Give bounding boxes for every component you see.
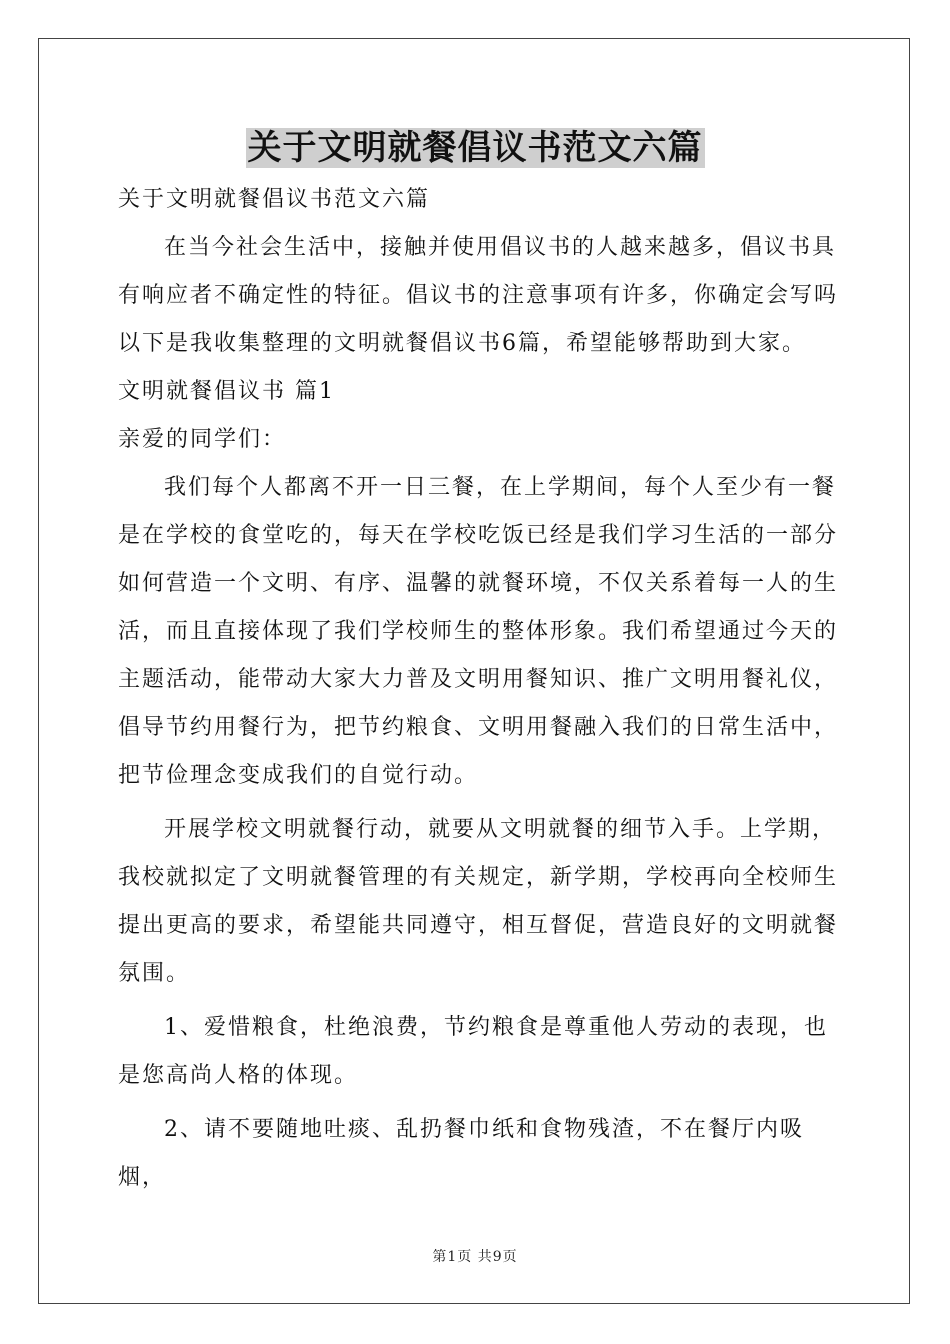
section-heading: 文明就餐倡议书 篇1 xyxy=(118,379,335,404)
subtitle-paragraph: 关于文明就餐倡议书范文六篇 xyxy=(118,187,431,212)
body-paragraph-2: 开展学校文明就餐行动，就要从文明就餐的细节入手。上学期，我校就拟定了文明就餐管理的有关规定，新学期，学校再向全校师生提出更高的要求，希望能共同遵守，相互督促，营造良好的文明就餐氛围。 xyxy=(118,817,839,986)
document-title: 关于文明就餐倡议书范文六篇 xyxy=(247,128,703,168)
list-item-1: 1、爱惜粮食，杜绝浪费，节约粮食是尊重他人劳动的表现，也是您高尚人格的体现。 xyxy=(118,1015,828,1088)
list-item-2: 2、请不要随地吐痰、乱扔餐巾纸和食物残渣，不在餐厅内吸烟， xyxy=(118,1117,804,1190)
salutation: 亲爱的同学们： xyxy=(118,427,287,452)
body-paragraph-1: 我们每个人都离不开一日三餐，在上学期间，每个人至少有一餐是在学校的食堂吃的，每天在学校吃饭已经是我们学习生活的一部分如何营造一个文明、有序、温馨的就餐环境，不仅关系着每一人的生活，而且直接体现了我们学校师生的整体形象。我们希望通过今天的主题活动，能带动大家大力普及文明用餐知识、推广文明用餐礼仪，倡导节约用餐行为，把节约粮食、文明用餐融入我们的日常生活中，把节俭理念变成我们的自觉行动。 xyxy=(118,475,839,788)
page-footer: 第1页 共9页 xyxy=(432,1249,518,1265)
document-body xyxy=(118,176,838,1202)
document-title-wrapper xyxy=(0,126,950,170)
intro-paragraph: 在当今社会生活中，接触并使用倡议书的人越来越多，倡议书具有响应者不确定性的特征。倡议书的注意事项有许多，你确定会写吗以下是我收集整理的文明就餐倡议书6篇，希望能够帮助到大家。 xyxy=(118,235,839,356)
